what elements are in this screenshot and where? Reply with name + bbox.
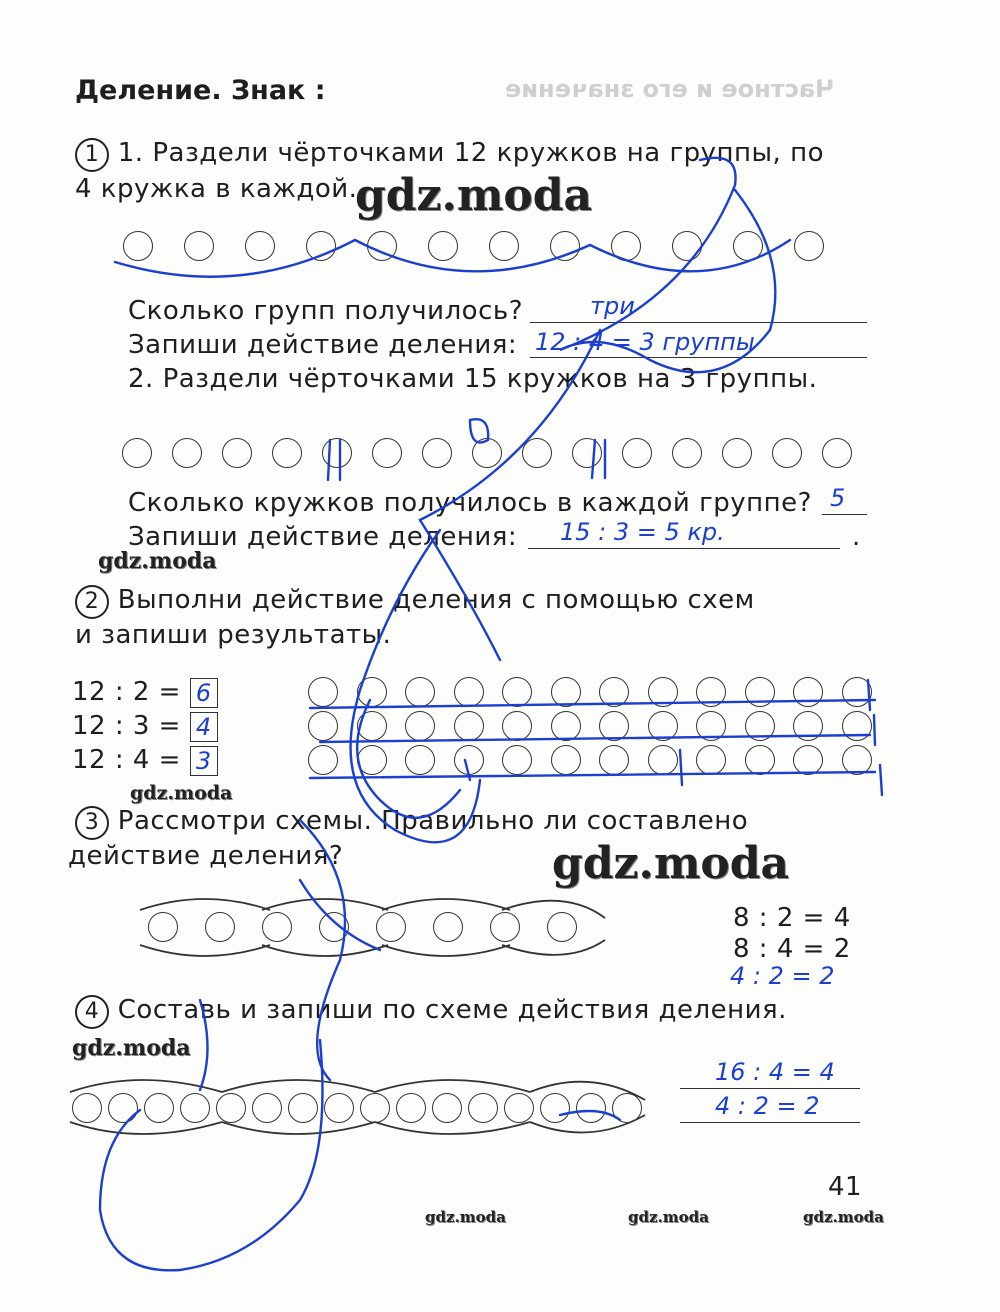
pen-tick	[680, 750, 682, 785]
task3-hand-answer: 4 : 2 = 2	[730, 962, 835, 990]
watermark: gdz.moda	[355, 170, 593, 221]
watermark: gdz.moda	[130, 782, 233, 804]
q-action2: Запиши действие деления:	[128, 522, 518, 552]
pen-underline	[310, 700, 875, 708]
answer-groups: три	[590, 292, 635, 320]
group-bracket	[530, 1115, 645, 1132]
pen-scribble	[560, 1111, 620, 1120]
answer-action: 12 : 4 = 3 группы	[535, 328, 755, 356]
pen-scribble	[100, 1040, 323, 1270]
task4-hand1: 16 : 4 = 4	[715, 1058, 835, 1086]
group-bracket	[502, 940, 605, 955]
group-bracket	[70, 1122, 222, 1134]
pen-underline	[320, 735, 870, 742]
pen-tick	[592, 440, 595, 478]
task-number-2: 2	[75, 585, 109, 619]
group-bracket	[382, 899, 510, 910]
pen-scribble	[300, 820, 345, 1080]
group-bracket	[382, 945, 510, 956]
task-number-3: 3	[75, 806, 109, 840]
pen-arc	[590, 240, 790, 271]
group-bracket	[140, 945, 270, 956]
group-bracket	[502, 901, 605, 918]
pen-tick	[470, 419, 488, 442]
pen-tick	[880, 765, 882, 795]
group-bracket	[530, 1082, 645, 1100]
pen-tick	[328, 440, 330, 480]
pen-tick	[874, 715, 875, 745]
group-bracket	[222, 1080, 375, 1092]
task-number-1: 1	[75, 138, 109, 172]
group-bracket	[262, 945, 388, 956]
answer-box: 4	[190, 712, 218, 742]
q-per-group: Сколько кружков получилось в каждой группе?	[128, 488, 812, 518]
watermark: gdz.moda	[72, 1035, 191, 1061]
pen-tick	[868, 680, 870, 710]
answer-action2: 15 : 3 = 5 кр.	[560, 518, 725, 546]
task4-hand2: 4 : 2 = 2	[715, 1092, 820, 1120]
page-number: 41	[828, 1172, 863, 1202]
eq-text: 12 : 4 =	[72, 745, 181, 775]
pen-scribble	[300, 880, 380, 950]
q-action: Запиши действие деления:	[128, 330, 518, 360]
pen-arc	[115, 240, 355, 277]
group-bracket	[375, 1122, 530, 1134]
pen-scribble	[735, 190, 775, 330]
watermark: gdz.moda	[552, 838, 790, 889]
watermark: gdz.moda	[803, 1208, 884, 1226]
watermark: gdz.moda	[425, 1208, 506, 1226]
eq-8-4: 8 : 4 = 2	[733, 934, 851, 964]
answer-box: 3	[190, 746, 218, 776]
eq-text: 12 : 3 =	[72, 711, 181, 741]
group-bracket	[222, 1122, 375, 1134]
task3-text1: Рассмотри схемы. Правильно ли составлено	[117, 806, 749, 836]
page-title: Деление. Знак :	[75, 75, 326, 106]
period: .	[852, 522, 861, 552]
pen-scribble	[200, 1000, 208, 1090]
group-bracket	[140, 899, 270, 910]
task3-line2: действие деления?	[68, 841, 344, 871]
eq-8-2: 8 : 2 = 4	[733, 903, 851, 933]
group-bracket	[375, 1080, 530, 1092]
pen-scribble	[420, 330, 600, 660]
group-bracket	[262, 899, 388, 910]
task1-part1: 1. Раздели чёрточками 12 кружков на группы, по	[117, 138, 824, 168]
pen-strokes	[100, 158, 882, 1271]
eq-text: 12 : 2 =	[72, 677, 181, 707]
watermark: gdz.moda	[98, 548, 217, 574]
pen-underline	[310, 772, 875, 778]
printed-brackets	[70, 899, 645, 1134]
task4-text: Составь и запиши по схеме действия деления.	[117, 995, 787, 1025]
answer-box: 6	[190, 678, 218, 708]
task1-part2: 2. Раздели чёрточками 15 кружков на 3 группы.	[128, 364, 818, 394]
task2-line2: и запиши результаты.	[75, 620, 392, 650]
answer-per-group: 5	[830, 484, 846, 512]
pen-scribble	[351, 530, 480, 842]
pen-arc	[355, 240, 590, 271]
bleed-through-text: Частное и его значение	[505, 75, 835, 103]
task2-text1: Выполни действие деления с помощью схем	[117, 585, 755, 615]
task-number-4: 4	[75, 995, 109, 1029]
pen-loop	[357, 700, 460, 818]
watermark: gdz.moda	[628, 1208, 709, 1226]
q-groups: Сколько групп получилось?	[128, 296, 524, 326]
task1-line2: 4 кружка в каждой.	[75, 174, 358, 204]
